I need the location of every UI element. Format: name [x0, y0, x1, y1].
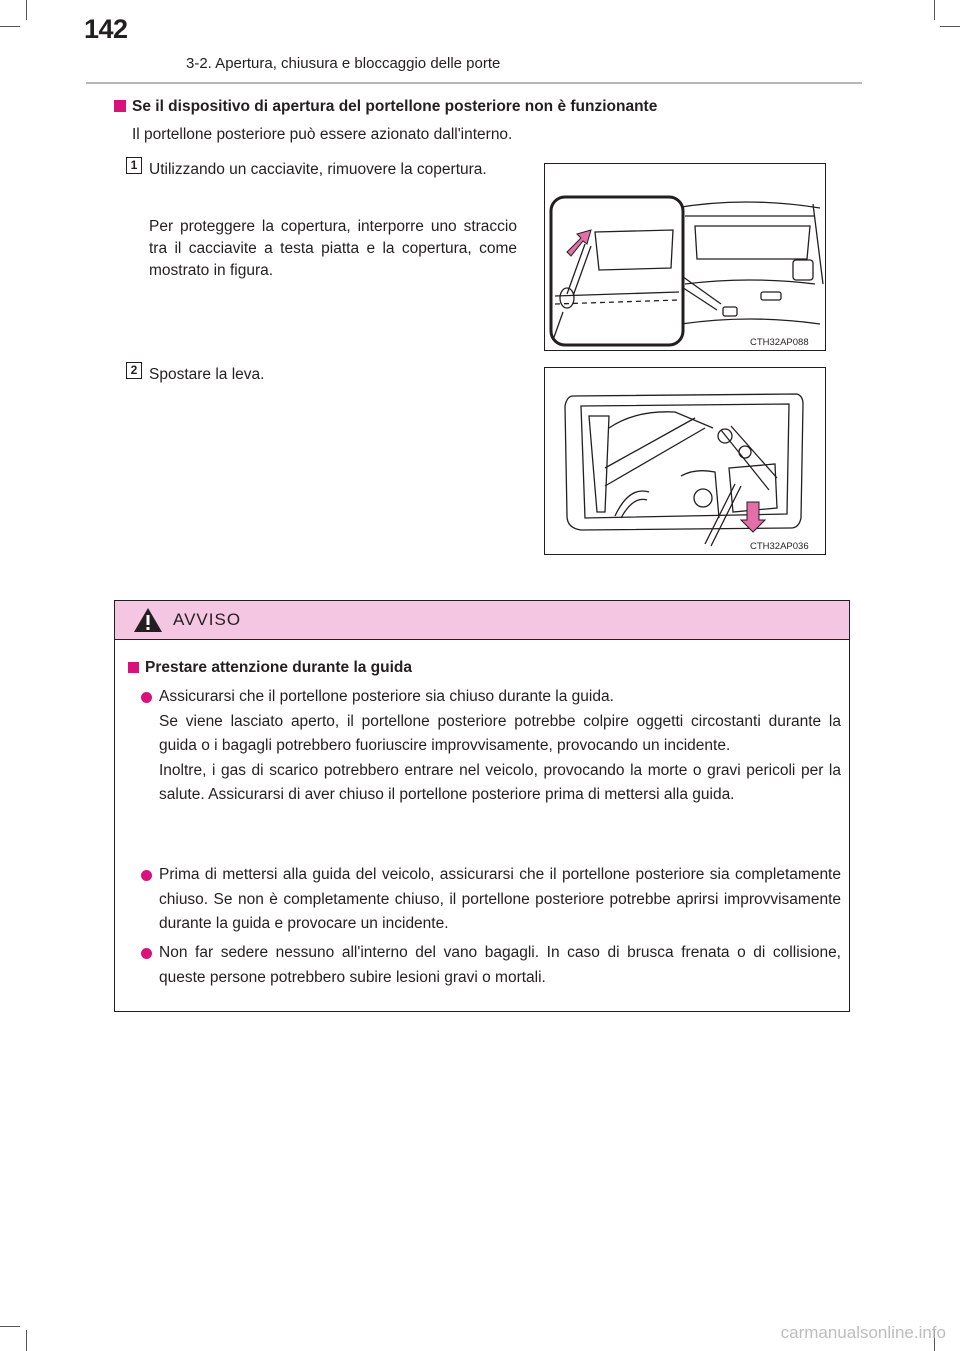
warning-header: [115, 601, 849, 640]
watermark: carmanualsonline.info: [780, 1323, 946, 1342]
section-heading-text: Se il dispositivo di apertura del portellone posteriore non è funzionante: [132, 98, 658, 115]
bullet-line: Non far sedere nessuno all'interno del vano bagagli. In caso di brusca frenata o di collisione, queste persone potrebbero subire lesioni gravi o mortali.: [159, 944, 841, 986]
warning-bullet: [141, 863, 841, 937]
crop-mark: [0, 26, 20, 27]
crop-mark: [934, 0, 935, 20]
warning-subheading: [128, 659, 412, 677]
figure-remove-cover-drawing: [545, 164, 825, 350]
square-bullet-icon: [128, 662, 139, 673]
bullet-line: Assicurarsi che il portellone posteriore sia chiuso durante la guida.: [159, 688, 614, 705]
warning-title: AVVISO: [173, 610, 242, 629]
step-text: Spostare la leva.: [149, 366, 265, 383]
crop-mark: [26, 1330, 27, 1351]
warning-box: [114, 600, 850, 1012]
step-number: 2: [126, 362, 142, 379]
warning-subheading-text: Prestare attenzione durante la guida: [145, 659, 413, 676]
bullet-line: Se viene lasciato aperto, il portellone posteriore potrebbe colpire oggetti circostanti durante la guida o i bagagli potrebbero fuoriuscire improvvisamente, provocando un incidente.: [159, 712, 841, 754]
figure-code: CTH32AP036: [750, 541, 809, 552]
section-intro: Il portellone posteriore può essere azionato dall'interno.: [132, 126, 513, 143]
bullet-dot-icon: [141, 692, 152, 703]
bullet-dot-icon: [141, 948, 152, 959]
square-bullet-icon: [114, 100, 126, 112]
bullet-dot-icon: [141, 870, 152, 881]
step-note: Per proteggere la copertura, interporre uno straccio tra il cacciavite a testa piatta e la copertura, come mostrato in figura.: [149, 218, 517, 279]
warning-bullet: [141, 941, 841, 990]
crop-mark: [940, 26, 960, 27]
warning-triangle-icon: [133, 607, 163, 633]
bullet-line: Inoltre, i gas di scarico potrebbero entrare nel veicolo, provocando la morte o gravi pericoli per la salute. Assicurarsi di aver chiuso il portellone posteriore prima di mettersi alla guida.: [159, 761, 841, 803]
figure-code: CTH32AP088: [750, 337, 809, 348]
warning-bullet: [141, 685, 841, 808]
section-heading: [114, 98, 657, 116]
bullet-line: Prima di mettersi alla guida del veicolo, assicurarsi che il portellone posteriore sia completamente chiuso. Se non è completamente chiuso, il portellone posteriore potrebbe aprirsi improvvisamente durante la guida e provocare un incidente.: [159, 866, 841, 932]
figure-remove-cover: [544, 163, 826, 351]
header-divider: [86, 82, 862, 84]
figure-move-lever: [544, 367, 826, 555]
crop-mark: [26, 0, 27, 20]
step-text: Utilizzando un cacciavite, rimuovere la copertura.: [149, 161, 487, 178]
section-title: 3-2. Apertura, chiusura e bloccaggio delle porte: [186, 55, 501, 72]
page-number: 142: [84, 14, 128, 44]
crop-mark: [0, 1326, 20, 1327]
figure-move-lever-drawing: [545, 368, 825, 554]
step-number: 1: [126, 157, 142, 174]
